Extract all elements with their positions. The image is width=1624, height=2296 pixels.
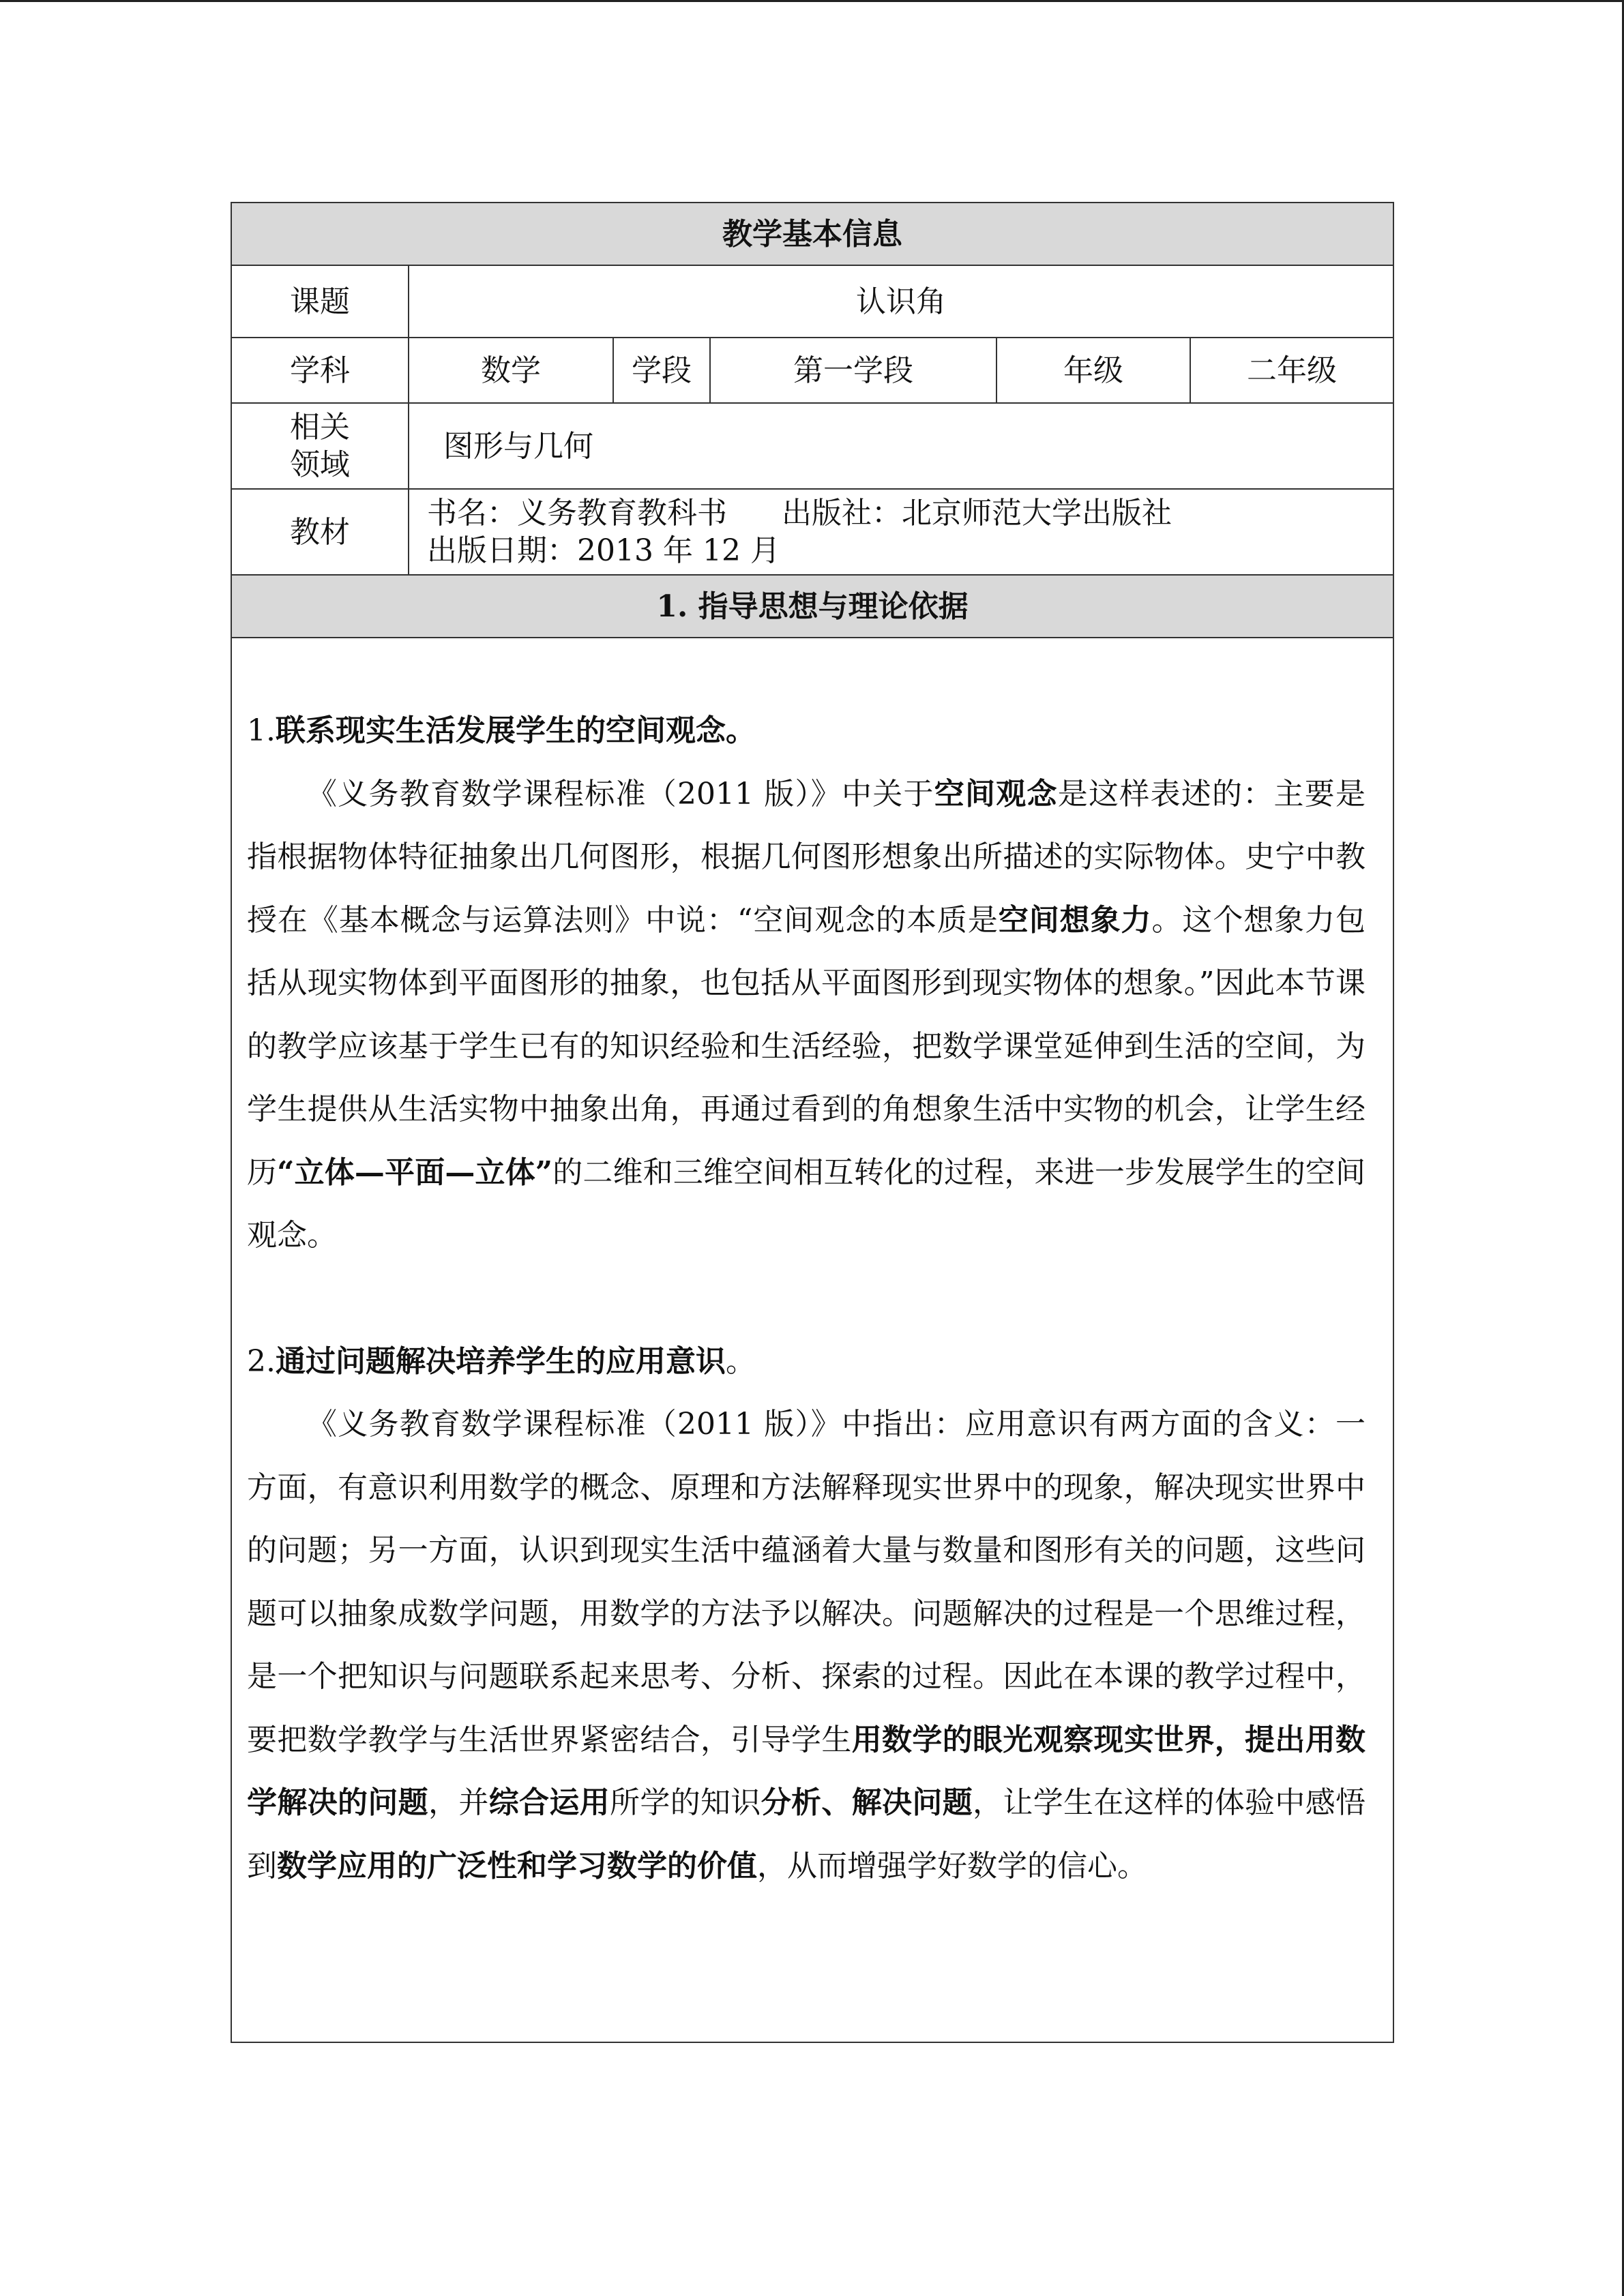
textbook-label: 教材: [231, 489, 409, 575]
point2-bold-b: 综合运用: [488, 1785, 610, 1820]
subject-label: 学科: [231, 338, 409, 403]
field-row: [231, 403, 1393, 489]
point1-bold-a: 空间观念: [934, 776, 1058, 811]
textbook-name: 书名：义务教育教科书: [427, 496, 727, 531]
point1-bold-b: 空间想象力: [998, 902, 1152, 938]
point1-title: 联系现实生活发展学生的空间观念。: [275, 713, 756, 748]
point1-number: 1.: [247, 713, 276, 748]
point1-heading: [247, 700, 1365, 763]
top-page-rule: [0, 0, 1624, 2]
point1-paragraph: [247, 763, 1365, 1268]
subject-row: [231, 338, 1393, 403]
point1-text-d: 的二维和三维空间相互转化的过程，来进一步发展学生的空间观念。: [247, 1154, 1366, 1253]
section1-content: [231, 638, 1393, 2042]
field-value: 图形与几何: [409, 403, 1393, 489]
section1-header-row: [231, 575, 1393, 638]
field-label-line1: 相关: [290, 410, 350, 445]
grade-value: 二年级: [1190, 338, 1393, 403]
point2-number: 2.: [247, 1343, 276, 1379]
textbook-date: 出版日期：2013 年 12 月: [427, 533, 780, 568]
section1-title: 1. 指导思想与理论依据: [231, 575, 1393, 638]
point1-text-b: 是这样表述的：主要是指根据物体特征抽象出几何图形，根据几何图形想象出所描述的实际物体。史宁中教授在《基本概念与运算法则》中说：“空间观念的本质是: [247, 776, 1366, 938]
field-label-line2: 领域: [290, 447, 350, 482]
point2-bold-c: 分析、解决问题: [761, 1785, 973, 1820]
stage-label: 学段: [613, 338, 710, 403]
textbook-publisher: 出版社：北京师范大学出版社: [782, 496, 1172, 531]
point2-text-a: 《义务教育数学课程标准（2011 版）》中指出：应用意识有两方面的含义：一方面，有意识利用数学的概念、原理和方法解释现实世界中的现象，解决现实世界中的问题；另一方面，认识到现实生活中蕴涵着大量与数量和图形有关的问题，这些问题可以抽象成数学问题，用数学的方法予以解决。问题解决的过程是一个思维过程，是一个把知识与问题联系起来思考、分析、探索的过程。因此在本课的教学过程中，要把数学教学与生活世界紧密结合，引导学生: [247, 1407, 1366, 1757]
textbook-value: [409, 489, 1393, 575]
point2-bold-d: 数学应用的广泛性和学习数学的价值: [277, 1848, 757, 1883]
point2-text-b: ，并: [428, 1785, 489, 1820]
section1-content-row: [231, 638, 1393, 2042]
grade-label: 年级: [996, 338, 1190, 403]
point2-title: 通过问题解决培养学生的应用意识: [275, 1343, 726, 1379]
topic-value: 认识角: [409, 265, 1393, 338]
textbook-row: [231, 489, 1393, 575]
table-title: 教学基本信息: [231, 203, 1393, 265]
topic-row: [231, 265, 1393, 338]
stage-value: 第一学段: [710, 338, 996, 403]
point2-bold-a: 用数学的眼光观察现实世界，提出用数学解决的问题: [247, 1722, 1366, 1820]
point2-heading: [247, 1330, 1365, 1394]
point2-title-end: 。: [725, 1343, 756, 1379]
point2-text-d: ，让学生在这样的体验中感悟到: [247, 1785, 1366, 1883]
point2-text-e: ，从而增强学好数学的信心。: [757, 1848, 1147, 1883]
field-label: [231, 403, 409, 489]
point1-text-a: 《义务教育数学课程标准（2011 版）》中关于: [307, 776, 934, 811]
point1-text-c: 。这个想象力包括从现实物体到平面图形的抽象，也包括从平面图形到现实物体的想象。”因此本节课的教学应该基于学生已有的知识经验和生活经验，把数学课堂延伸到生活的空间，为学生提供从生活实物中抽象出角，再通过看到的角想象生活中实物的机会，让学生经历: [247, 902, 1366, 1190]
point2-paragraph: [247, 1393, 1365, 1898]
point1-bold-c: “立体—平面—立体”: [277, 1154, 553, 1190]
subject-value: 数学: [409, 338, 613, 403]
point2-text-c: 所学的知识: [610, 1785, 761, 1820]
lesson-info-table: [231, 202, 1394, 2043]
table-header-row: [231, 203, 1393, 265]
topic-label: 课题: [231, 265, 409, 338]
